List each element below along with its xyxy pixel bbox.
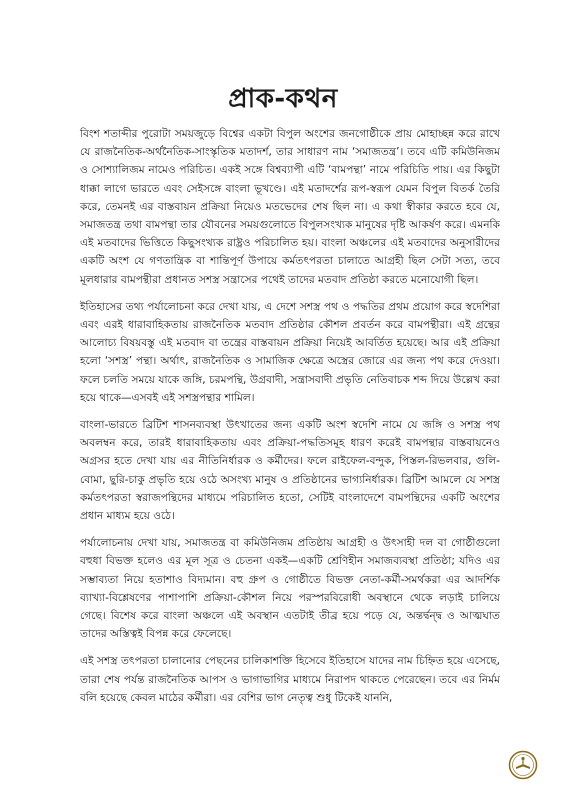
paragraph-3: বাংলা-ভারতে ব্রিটিশ শাসনব্যবস্থা উৎখাতের জন্য একটি অংশ স্বদেশি নামে যে জঙ্গি ও সশস্ত্র পথ অবলম্বন করে, তারই ধারাবাহিকতায় এবং প্রক্রিয়া-পদ্ধতিসমূহ ধারণ করেই বামপন্থার বাস্তবায়নেও অগ্রসর হতে দেখা যায় এর নীতিনির্ধারক ও কর্মীদের। ফলে রাইফেল-বন্দুক, পিস্তল-রিভলবার, গুলি-বোমা, ছুরি-চাকু প্রভৃতি হয়ে ওঠে অসংখ্য মানুষ ও প্রতিষ্ঠানের ভাগ্যনির্ধারক। ব্রিটিশ আমলে যে সশস্ত্র কর্মতৎপরতা স্বরাজপন্থিদের মাধ্যমে পরিচালিত হতো, সেটিই বাংলাদেশে বামপন্থিদের একটি অংশের প্রধান মাধ্যম হয়ে ওঠে। [80,419,500,523]
paragraph-2: ইতিহাসের তথ্য পর্যালোচনা করে দেখা যায়, এ দেশে সশস্ত্র পথ ও পদ্ধতির প্রথম প্রয়োগ করে স্বদেশিরা এবং এরই ধারাবাহিকতায় রাজনৈতিক মতবাদ প্রতিষ্ঠার কৌশল প্রবর্তন করে বামপন্থীরা। এই গ্রন্থের আলোচ্য বিষয়বস্তু এই মতবাদ বা তন্ত্রের বাস্তবায়ন প্রক্রিয়া নিয়েই আবর্তিত হয়েছে। আর এই প্রক্রিয়া হলো ‘সশস্ত্র’ পন্থা। অর্থাৎ, রাজনৈতিক ও সামাজিক ক্ষেত্রে অস্ত্রের জোরে এর জন্য পথ করে দেওয়া। ফলে চলতি সময়ে যাকে জঙ্গি, চরমপন্থি, উগ্রবাদী, সন্ত্রাসবাদী প্রভৃতি নেতিবাচক শব্দ দিয়ে উল্লেখ করা হয়ে থাকে—এসবই এই সশস্ত্রপন্থার শামিল। [80,300,500,404]
paragraph-5: এই সশস্ত্র তৎপরতা চালানোর পেছনের চালিকাশক্তি হিসেবে ইতিহাসে যাদের নাম চিহ্নিত হয়ে এসেছে, তারা শেষ পর্যন্ত রাজনৈতিক আপস ও ভাগাভাগির মাধ্যমে নিরাপদ থাকতে পেরেছেন। তবে এর নির্মম বলি হয়েছে কেবল মাঠের কর্মীরা। এর বেশির ভাগ নেতৃত্ব শুধু টিকেই যাননি, [80,655,500,704]
publisher-logo-icon [508,750,538,780]
paragraph-1: বিংশ শতাব্দীর পুরোটা সময়জুড়ে বিশ্বের একটা বিপুল অংশের জনগোষ্ঠীকে প্রায় মোহাচ্ছন্ন করে রাখে যে রাজনৈতিক-অর্থনৈতিক-সাংস্কৃতিক মতাদর্শ, তার সাধারণ নাম ‘সমাজতন্ত্র’। তবে এটি কমিউনিজম ও সোশ্যালিজম নামেও পরিচিত। একই সঙ্গে বিশ্বব্যাপী এটি ‘বামপন্থা’ নামে পরিচিতি পায়। এর কিছুটা ধাক্কা লাগে ভারতে এবং সেইসঙ্গে বাংলা ভূখণ্ডে। এই মতাদর্শের রূপ-স্বরূপ যেমন বিপুল বিতর্ক তৈরি করে, তেমনই এর বাস্তবায়ন প্রক্রিয়া নিয়েও মতভেদের শেষ ছিল না। এ কথা স্বীকার করতে হবে যে, সমাজতন্ত্র তথা বামপন্থা তার যৌবনের সময়গুলোতে বিপুলসংখ্যক মানুষের দৃষ্টি আকর্ষণ করে। এমনকি এই মতবাদের ভিত্তিতে কিছুসংখ্যক রাষ্ট্রও পরিচালিত হয়। বাংলা অঞ্চলের এই মতবাদের অনুসারীদের একটি অংশ যে গণতান্ত্রিক বা শান্তিপূর্ণ উপায়ে কর্মতৎপরতা চালাতে আগ্রহী ছিল সেটা সত্য, তবে মূলধারার বামপন্থীরা প্রধানত সশস্ত্র সন্ত্রাসের পথেই তাদের মতবাদ প্রতিষ্ঠা করতে মনোযোগী ছিল। [80,128,500,286]
page-title: প্রাক-কথন [228,84,338,114]
paragraph-4: পর্যালোচনায় দেখা যায়, সমাজতন্ত্র বা কমিউনিজম প্রতিষ্ঠায় আগ্রহী ও উৎসাহী দল বা গোষ্ঠীগুলো বহুধা বিভক্ত হলেও এর মূল সূত্র ও চেতনা একই—একটি শ্রেণিহীন সমাজব্যবস্থা প্রতিষ্ঠা; যদিও এর সম্ভাব্যতা নিয়ে হতাশাও বিদ্যমান। বহু গ্রুপ ও গোষ্ঠীতে বিভক্ত নেতা-কর্মী-সমর্থকরা এর আদর্শিক ব্যাখ্যা-বিশ্লেষণের পাশাপাশি প্রক্রিয়া-কৌশল নিয়ে পরস্পরবিরোধী অবস্থানে থেকে লড়াই চালিয়ে গেছে। বিশেষ করে বাংলা অঞ্চলে এই অবস্থান এতটাই তীব্র হয়ে পড়ে যে, অন্তর্দ্বন্দ্ব ও আত্মঘাত তাদের অস্তিত্বই বিপন্ন করে ফেলেছে। [80,537,500,641]
body-text [80,125,500,716]
